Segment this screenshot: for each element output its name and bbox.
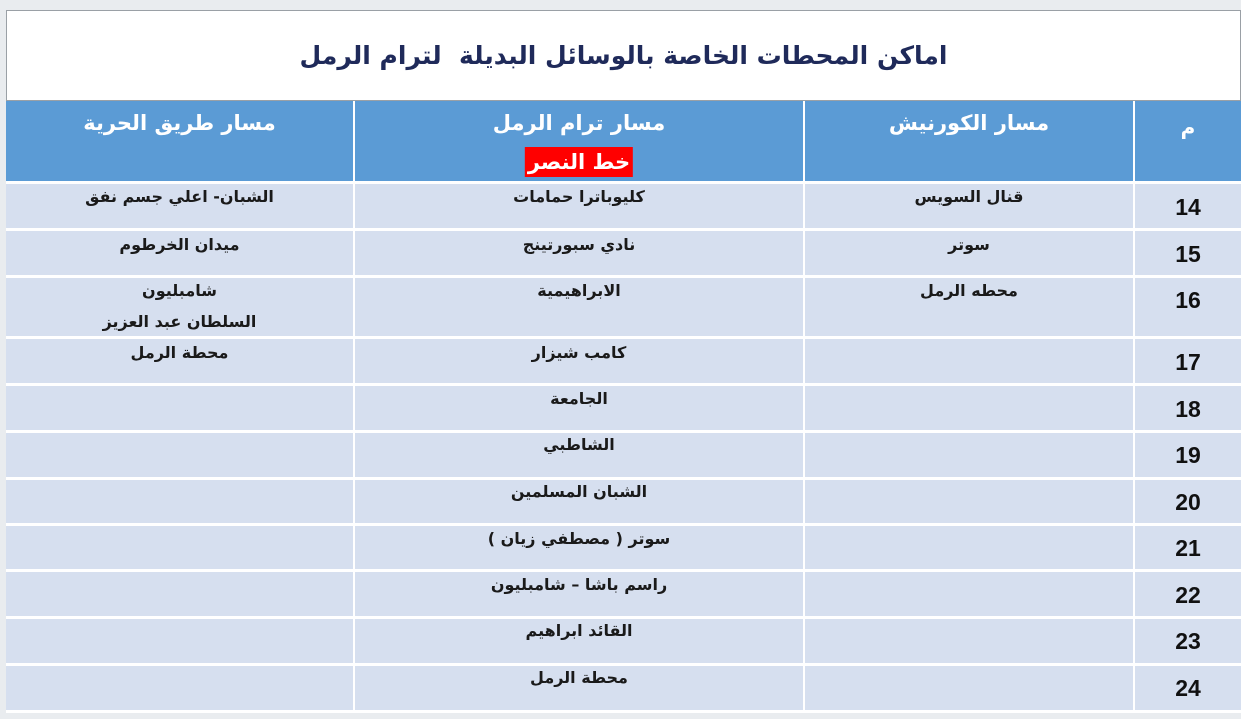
tram-line-badge: خط النصر: [525, 147, 633, 177]
horeya-station: الشبان- اعلي جسم نفق: [85, 187, 274, 206]
corniche-station: قنال السويس: [914, 187, 1024, 206]
tram-station: الشاطبي: [543, 435, 615, 454]
horeya-station: ميدان الخرطوم: [119, 235, 240, 254]
tram-station: محطة الرمل: [530, 668, 628, 687]
horeya-station: محطة الرمل: [130, 343, 229, 362]
row-number: 22: [1175, 582, 1201, 608]
row-number: 15: [1175, 241, 1201, 267]
tram-station: سوتر ( مصطفي زيان ): [487, 529, 671, 548]
tram-station: كامب شيزار: [531, 343, 627, 362]
row-number: 23: [1175, 628, 1201, 654]
title-box: [6, 10, 1241, 101]
corniche-station: سوتر: [948, 235, 990, 254]
header-horeya-cell: [6, 101, 353, 181]
header-num-cell: [1135, 101, 1241, 181]
tram-station: راسم باشا – شامبليون: [490, 575, 668, 594]
row-number: 24: [1175, 675, 1201, 701]
page-title: اماكن المحطات الخاصة بالوسائل البديلة لترام الرمل: [299, 41, 948, 70]
row-number: 14: [1175, 194, 1201, 220]
header-tram-label: مسار ترام الرمل: [492, 111, 666, 135]
tram-station: القائد ابراهيم: [525, 621, 633, 640]
header-tram-cell: [355, 101, 803, 181]
row-number: 21: [1175, 535, 1201, 561]
tram-station: الابراهيمية: [537, 281, 621, 300]
tram-station: الجامعة: [550, 389, 608, 408]
horeya-station-second-line: السلطان عبد العزيز: [102, 312, 257, 331]
corniche-station: محطه الرمل: [920, 281, 1018, 300]
stations-table: [6, 101, 1241, 713]
row-number: 17: [1175, 349, 1201, 375]
tram-station: نادي سبورتينج: [522, 235, 636, 254]
row-number: 18: [1175, 396, 1201, 422]
header-horeya-label: مسار طريق الحرية: [83, 111, 276, 135]
header-corniche-label: مسار الكورنيش: [888, 111, 1050, 135]
header-num-label: م: [1180, 115, 1196, 139]
header-corniche-cell: [805, 101, 1133, 181]
horeya-station: شامبليون: [142, 281, 217, 300]
row-number: 19: [1175, 442, 1201, 468]
row-number: 20: [1175, 489, 1201, 515]
tram-station: الشبان المسلمين: [510, 482, 648, 501]
row-number: 16: [1175, 287, 1201, 313]
tram-station: كليوباترا حمامات: [513, 187, 645, 206]
